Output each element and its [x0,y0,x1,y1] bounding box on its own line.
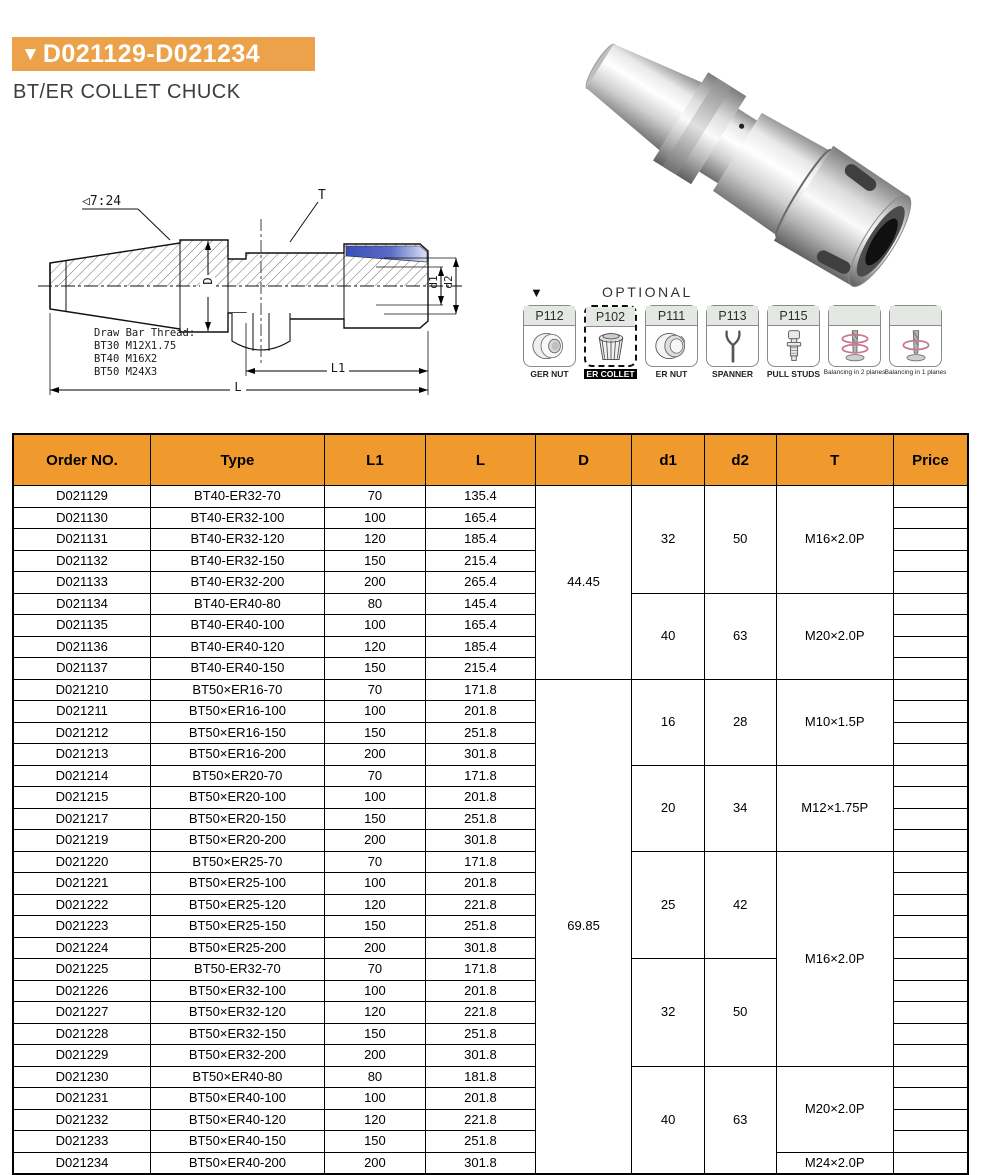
l-cell: 221.8 [426,1002,536,1024]
optional-items [522,305,962,379]
l1-cell: 200 [324,1045,425,1067]
price-cell [893,1088,968,1110]
balancing-1-plane-icon [890,326,941,366]
d-cell: 44.45 [535,486,631,680]
order-no-cell: D021224 [13,937,151,959]
d2-dim-label: d2 [442,275,455,289]
l1-cell: 150 [324,1023,425,1045]
type-cell: BT50×ER32-150 [151,1023,325,1045]
price-cell [893,916,968,938]
l-cell: 165.4 [426,507,536,529]
part-range-text: D021129-D021234 [42,39,261,68]
l1-cell: 150 [324,808,425,830]
d2-cell: 50 [704,486,776,594]
d1-cell: 16 [632,679,705,765]
price-cell [893,550,968,572]
type-cell: BT50×ER20-100 [151,787,325,809]
order-no-cell: D021217 [13,808,151,830]
order-no-cell: D021132 [13,550,151,572]
t-cell: M20×2.0P [776,1066,893,1152]
table-header-row [13,434,968,486]
price-cell [893,1045,968,1067]
t-cell: M10×1.5P [776,679,893,765]
taper-label: ◁7:24 [82,194,122,209]
order-no-cell: D021231 [13,1088,151,1110]
l1-cell: 120 [324,636,425,658]
l1-cell: 200 [324,1152,425,1174]
l-cell: 251.8 [426,808,536,830]
l1-cell: 100 [324,1088,425,1110]
price-cell [893,1066,968,1088]
spanner-icon [707,326,758,366]
l1-cell: 100 [324,980,425,1002]
optional-item-label: Balancing in 1 planes [884,369,947,376]
type-cell: BT50×ER16-70 [151,679,325,701]
l1-cell: 100 [324,507,425,529]
l1-cell: 150 [324,916,425,938]
order-no-cell: D021211 [13,701,151,723]
l-cell: 171.8 [426,765,536,787]
l1-cell: 100 [324,701,425,723]
optional-item-label: ER NUT [655,369,688,379]
price-cell [893,1131,968,1153]
optional-page-ref: P112 [524,306,575,326]
price-cell [893,830,968,852]
t-cell: M12×1.75P [776,765,893,851]
table-row [13,765,968,787]
price-cell [893,937,968,959]
type-cell: BT40-ER32-70 [151,486,325,508]
l1-cell: 150 [324,550,425,572]
column-header: Price [893,434,968,486]
l-cell: 201.8 [426,873,536,895]
price-cell [893,744,968,766]
l-dim-label: L [234,380,242,394]
optional-item-label: ER COLLET [586,369,635,379]
type-cell: BT50×ER20-200 [151,830,325,852]
l-cell: 171.8 [426,679,536,701]
l1-cell: 120 [324,1109,425,1131]
order-no-cell: D021131 [13,529,151,551]
optional-triangle-icon: ▼ [530,285,543,300]
type-cell: BT50×ER40-200 [151,1152,325,1174]
l-cell: 145.4 [426,593,536,615]
d2-cell: 63 [704,593,776,679]
optional-item [884,305,947,379]
banner-triangle-icon: ▼ [21,43,40,65]
type-cell: BT50×ER32-120 [151,1002,325,1024]
l-cell: 251.8 [426,722,536,744]
price-cell [893,658,968,680]
l-cell: 201.8 [426,980,536,1002]
type-cell: BT50×ER16-150 [151,722,325,744]
price-cell [893,486,968,508]
d-cell: 69.85 [535,679,631,1174]
price-cell [893,636,968,658]
l-cell: 251.8 [426,1023,536,1045]
optional-page-ref: P113 [707,306,758,326]
type-cell: BT50×ER40-120 [151,1109,325,1131]
l-cell: 301.8 [426,937,536,959]
optional-title: OPTIONAL [602,284,693,300]
l1-cell: 100 [324,615,425,637]
column-header: Order NO. [13,434,151,486]
type-cell: BT50-ER32-70 [151,959,325,981]
optional-page-ref: P102 [586,307,635,327]
optional-item-label: Balancing in 2 planes [823,369,886,376]
d1-cell: 40 [632,1066,705,1174]
optional-page-ref: P111 [646,306,697,326]
order-no-cell: D021130 [13,507,151,529]
price-cell [893,701,968,723]
optional-item-box [889,305,942,367]
d1-dim-label: d1 [427,275,440,289]
price-cell [893,765,968,787]
order-no-cell: D021212 [13,722,151,744]
l1-cell: 200 [324,572,425,594]
price-cell [893,593,968,615]
optional-item [823,305,886,379]
l-cell: 251.8 [426,1131,536,1153]
type-cell: BT50×ER25-200 [151,937,325,959]
type-cell: BT40-ER32-150 [151,550,325,572]
d2-cell: 63 [704,1066,776,1174]
order-no-cell: D021133 [13,572,151,594]
order-no-cell: D021136 [13,636,151,658]
er-collet-icon [586,327,635,367]
type-cell: BT50×ER40-80 [151,1066,325,1088]
optional-item [705,305,760,379]
optional-section [522,284,962,379]
price-cell [893,722,968,744]
technical-drawing [32,183,468,401]
l-cell: 215.4 [426,658,536,680]
l1-cell: 200 [324,830,425,852]
d-dim-label: D [201,277,215,285]
type-cell: BT50×ER40-150 [151,1131,325,1153]
l1-cell: 100 [324,787,425,809]
price-cell [893,894,968,916]
l-cell: 301.8 [426,744,536,766]
l1-cell: 70 [324,851,425,873]
optional-page-ref [829,306,880,326]
l1-cell: 80 [324,1066,425,1088]
order-no-cell: D021220 [13,851,151,873]
optional-item-box [523,305,576,367]
order-no-cell: D021233 [13,1131,151,1153]
l1-cell: 70 [324,486,425,508]
t-dim-label: T [318,188,326,203]
column-header: L [426,434,536,486]
type-cell: BT50×ER25-100 [151,873,325,895]
l-cell: 201.8 [426,787,536,809]
l-cell: 135.4 [426,486,536,508]
l1-cell: 150 [324,722,425,744]
price-cell [893,1109,968,1131]
l1-cell: 70 [324,765,425,787]
d1-cell: 25 [632,851,705,959]
part-range-banner [12,37,315,71]
l1-cell: 120 [324,1002,425,1024]
price-cell [893,851,968,873]
optional-item [522,305,577,379]
order-no-cell: D021234 [13,1152,151,1174]
optional-item-box [828,305,881,367]
l1-cell: 150 [324,658,425,680]
t-cell: M16×2.0P [776,851,893,1066]
order-no-cell: D021232 [13,1109,151,1131]
product-photo [548,18,960,286]
l1-cell: 80 [324,593,425,615]
type-cell: BT40-ER32-120 [151,529,325,551]
l1-cell: 150 [324,1131,425,1153]
optional-item-box [645,305,698,367]
price-cell [893,873,968,895]
l-cell: 201.8 [426,701,536,723]
column-header: d1 [632,434,705,486]
optional-page-ref: P115 [768,306,819,326]
table-row [13,1066,968,1088]
order-no-cell: D021214 [13,765,151,787]
l1-cell: 70 [324,959,425,981]
optional-item-label: PULL STUDS [766,369,821,379]
type-cell: BT40-ER40-80 [151,593,325,615]
price-cell [893,529,968,551]
l-cell: 301.8 [426,1152,536,1174]
l1-cell: 70 [324,679,425,701]
order-no-cell: D021134 [13,593,151,615]
page-title: BT/ER COLLET CHUCK [13,81,241,103]
column-header: T [776,434,893,486]
optional-item-box [706,305,759,367]
l-cell: 171.8 [426,959,536,981]
spec-table [12,433,969,1175]
l-cell: 171.8 [426,851,536,873]
price-cell [893,1023,968,1045]
optional-item-box [767,305,820,367]
order-no-cell: D021222 [13,894,151,916]
l-cell: 201.8 [426,1088,536,1110]
l-cell: 221.8 [426,894,536,916]
type-cell: BT50×ER40-100 [151,1088,325,1110]
type-cell: BT50×ER20-70 [151,765,325,787]
price-cell [893,507,968,529]
l-cell: 251.8 [426,916,536,938]
price-cell [893,959,968,981]
optional-item-label: SPANNER [712,369,753,379]
l-cell: 185.4 [426,636,536,658]
l-cell: 221.8 [426,1109,536,1131]
l-cell: 215.4 [426,550,536,572]
order-no-cell: D021221 [13,873,151,895]
type-cell: BT50×ER16-100 [151,701,325,723]
order-no-cell: D021230 [13,1066,151,1088]
order-no-cell: D021228 [13,1023,151,1045]
balancing-2-planes-icon [829,326,880,366]
price-cell [893,787,968,809]
price-cell [893,572,968,594]
d2-cell: 50 [704,959,776,1067]
table-row [13,1152,968,1174]
price-cell [893,808,968,830]
type-cell: BT40-ER40-150 [151,658,325,680]
column-header: d2 [704,434,776,486]
column-header: D [535,434,631,486]
draw-bar-thread-line: BT30 M12X1.75 [94,340,177,352]
type-cell: BT40-ER32-100 [151,507,325,529]
d2-cell: 28 [704,679,776,765]
l-cell: 181.8 [426,1066,536,1088]
t-cell: M24×2.0P [776,1152,893,1174]
type-cell: BT50×ER20-150 [151,808,325,830]
optional-page-ref [890,306,941,326]
price-cell [893,615,968,637]
l-cell: 265.4 [426,572,536,594]
table-row [13,486,968,508]
order-no-cell: D021135 [13,615,151,637]
l1-cell: 200 [324,937,425,959]
l1-cell: 100 [324,873,425,895]
d1-cell: 40 [632,593,705,679]
type-cell: BT50×ER25-70 [151,851,325,873]
optional-item-box [584,305,637,367]
price-cell [893,1152,968,1174]
d2-cell: 42 [704,851,776,959]
l1-dim-label: L1 [330,361,346,375]
l-cell: 301.8 [426,830,536,852]
draw-bar-thread-title: Draw Bar Thread: [94,327,196,339]
type-cell: BT50×ER32-100 [151,980,325,1002]
pull-stud-icon [768,326,819,366]
l1-cell: 120 [324,894,425,916]
order-no-cell: D021210 [13,679,151,701]
d1-cell: 20 [632,765,705,851]
l1-cell: 120 [324,529,425,551]
column-header: L1 [324,434,425,486]
order-no-cell: D021226 [13,980,151,1002]
order-no-cell: D021225 [13,959,151,981]
price-cell [893,980,968,1002]
draw-bar-thread-line: BT40 M16X2 [94,353,158,365]
optional-item [583,305,638,379]
d2-cell: 34 [704,765,776,851]
order-no-cell: D021129 [13,486,151,508]
order-no-cell: D021229 [13,1045,151,1067]
t-cell: M20×2.0P [776,593,893,679]
table-row [13,593,968,615]
type-cell: BT50×ER25-150 [151,916,325,938]
optional-item-label: GER NUT [530,369,569,379]
order-no-cell: D021223 [13,916,151,938]
optional-item [766,305,821,379]
table-row [13,679,968,701]
optional-item [644,305,699,379]
l-cell: 185.4 [426,529,536,551]
type-cell: BT50×ER32-200 [151,1045,325,1067]
type-cell: BT50×ER25-120 [151,894,325,916]
d1-cell: 32 [632,486,705,594]
order-no-cell: D021137 [13,658,151,680]
draw-bar-thread-line: BT50 M24X3 [94,366,158,378]
price-cell [893,679,968,701]
price-cell [893,1002,968,1024]
er-nut-icon [646,326,697,366]
order-no-cell: D021227 [13,1002,151,1024]
order-no-cell: D021219 [13,830,151,852]
l1-cell: 200 [324,744,425,766]
ger-nut-icon [524,326,575,366]
l-cell: 165.4 [426,615,536,637]
t-cell: M16×2.0P [776,486,893,594]
type-cell: BT40-ER32-200 [151,572,325,594]
l-cell: 301.8 [426,1045,536,1067]
order-no-cell: D021215 [13,787,151,809]
type-cell: BT40-ER40-100 [151,615,325,637]
type-cell: BT40-ER40-120 [151,636,325,658]
order-no-cell: D021213 [13,744,151,766]
d1-cell: 32 [632,959,705,1067]
column-header: Type [151,434,325,486]
type-cell: BT50×ER16-200 [151,744,325,766]
table-row [13,851,968,873]
